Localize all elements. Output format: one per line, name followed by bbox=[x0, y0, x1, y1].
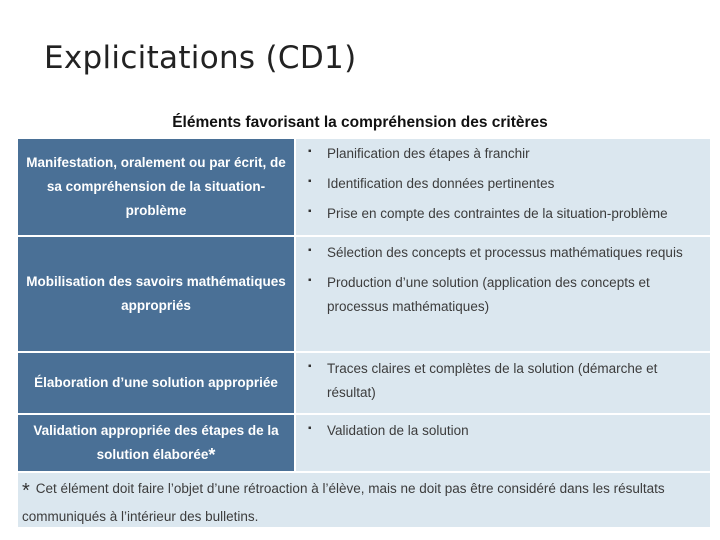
criterion-label-text: Élaboration d’une solution appropriée bbox=[34, 375, 278, 390]
criteria-table bbox=[18, 139, 710, 471]
list-item bbox=[308, 142, 700, 166]
asterisk-marker: * bbox=[208, 445, 216, 465]
list-item-text: Sélection des concepts et processus mathématiques requis bbox=[327, 245, 683, 260]
criterion-items bbox=[296, 237, 710, 351]
criterion-label bbox=[18, 237, 294, 351]
table-row bbox=[18, 415, 710, 471]
list-item bbox=[308, 172, 700, 196]
list-item bbox=[308, 419, 700, 443]
footnote bbox=[18, 473, 710, 527]
table-row bbox=[18, 139, 710, 235]
square-bullet-icon: ▪ bbox=[308, 245, 312, 256]
criterion-label bbox=[18, 139, 294, 235]
criterion-label-text: Manifestation, oralement ou par écrit, de sa compréhension de la situation-problème bbox=[26, 155, 286, 218]
list-item bbox=[308, 357, 700, 405]
criterion-items bbox=[296, 353, 710, 413]
list-item bbox=[308, 271, 700, 319]
list-item-text: Prise en compte des contraintes de la situation-problème bbox=[327, 206, 668, 221]
slide-title: Explicitations (CD1) bbox=[44, 40, 357, 76]
square-bullet-icon: ▪ bbox=[308, 176, 312, 187]
asterisk-marker: * bbox=[22, 480, 30, 502]
list-item-text: Production d’une solution (application des concepts et processus mathématiques) bbox=[327, 275, 650, 314]
criterion-label-text: Mobilisation des savoirs mathématiques appropriés bbox=[26, 274, 286, 313]
footnote-text: Cet élément doit faire l’objet d’une rétroaction à l’élève, mais ne doit pas être considéré dans les résultats communiqués à l’intérieur des bulletins. bbox=[22, 481, 665, 524]
list-item-text: Identification des données pertinentes bbox=[327, 176, 555, 191]
list-item bbox=[308, 241, 700, 265]
list-item-text: Validation de la solution bbox=[327, 423, 469, 438]
list-item bbox=[308, 202, 700, 226]
square-bullet-icon: ▪ bbox=[308, 146, 312, 157]
criterion-label bbox=[18, 415, 294, 471]
criterion-label-wrap bbox=[22, 419, 290, 467]
table-title: Éléments favorisant la compréhension des critères bbox=[172, 114, 548, 131]
square-bullet-icon: ▪ bbox=[308, 275, 312, 286]
table-row bbox=[18, 237, 710, 351]
list-item-text: Planification des étapes à franchir bbox=[327, 146, 530, 161]
criterion-label bbox=[18, 353, 294, 413]
square-bullet-icon: ▪ bbox=[308, 361, 312, 372]
list-item-text: Traces claires et complètes de la solution (démarche et résultat) bbox=[327, 361, 658, 400]
criterion-label-text: Validation appropriée des étapes de la solution élaborée bbox=[33, 423, 279, 462]
square-bullet-icon: ▪ bbox=[308, 206, 312, 217]
criterion-items bbox=[296, 415, 710, 471]
square-bullet-icon: ▪ bbox=[308, 423, 312, 434]
table-row bbox=[18, 353, 710, 413]
criterion-items bbox=[296, 139, 710, 235]
